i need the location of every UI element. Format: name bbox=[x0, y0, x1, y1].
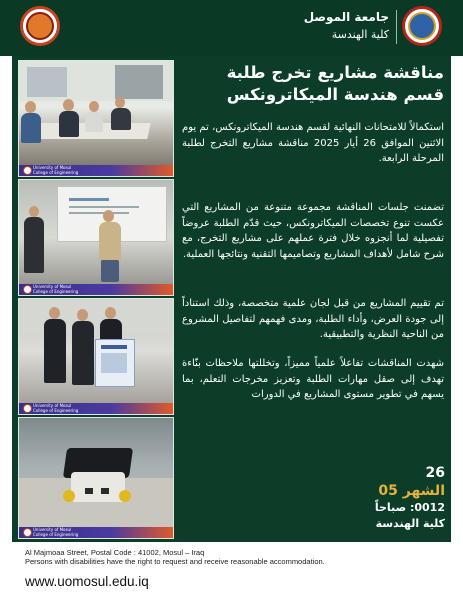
caption-text: University of Mosul College of Engineering bbox=[33, 527, 79, 537]
college-logo-icon bbox=[20, 6, 60, 46]
photo-caption-band bbox=[19, 527, 173, 538]
university-logo-icon bbox=[402, 6, 442, 46]
article-paragraph: شهدت المناقشات تفاعلاً علمياً مميزاً، وتخللتها ملاحظات بنّاءة تهدف إلى صقل مهارات الطلبة وتعزيز مخرجات التعلم، بما يسهم في تطوير مستوى المشاريع في الدورات bbox=[182, 358, 444, 400]
caption-logo-icon bbox=[23, 285, 32, 294]
event-day: 26 bbox=[425, 465, 445, 481]
photo-students-poster bbox=[18, 298, 174, 415]
event-place: كلية الهندسة bbox=[375, 517, 445, 530]
footer-address: Al Majmoaa Street, Postal Code : 41002, Mosul – Iraq bbox=[25, 548, 205, 557]
photo-caption-band bbox=[19, 403, 173, 414]
main-panel bbox=[12, 56, 451, 542]
event-month: الشهر 05 bbox=[378, 483, 445, 499]
article-paragraph: تضمنت جلسات المناقشة مجموعة متنوعة من المشاريع التي عكست تنوع تخصصات الميكاترونكس، حيث قدّم الطلبة عروضاً تفصيلية لما أنجزوه خلال فترة عملهم على مشاريع التخرج، مع شرح شامل لأهداف المشاريع وتصاميمها التقنية ونتائجها العملية. bbox=[182, 202, 444, 260]
article-paragraph: استكمالاً للامتحانات النهائية لقسم هندسة الميكاترونكس، تم يوم الاثنين الموافق 26 أيار 2025 مناقشة مشاريع التخرج لطلبة المرحلة الرابعة. bbox=[182, 122, 445, 164]
caption-logo-icon bbox=[23, 404, 32, 413]
photo-robot-project bbox=[18, 417, 174, 539]
university-name: جامعة الموصل bbox=[303, 10, 389, 24]
article-title: مناقشة مشاريع تخرج طلبة قسم هندسة الميكاترونكس bbox=[226, 63, 444, 104]
caption-logo-icon bbox=[23, 528, 32, 537]
photo-presentation bbox=[18, 179, 174, 296]
caption-logo-icon bbox=[23, 166, 32, 175]
event-time: 0012: صباحاً bbox=[374, 501, 445, 514]
footer-website-link[interactable]: www.uomosul.edu.iq bbox=[25, 574, 149, 589]
header-divider bbox=[396, 10, 397, 44]
event-date-block bbox=[375, 464, 445, 532]
photo-caption-band bbox=[19, 165, 173, 176]
caption-text: University of Mosul College of Engineering bbox=[33, 403, 79, 413]
caption-text: University of Mosul College of Engineering bbox=[33, 165, 79, 175]
photo-caption-band bbox=[19, 284, 173, 295]
photo-lab-table bbox=[18, 60, 174, 177]
header-bar bbox=[0, 0, 463, 56]
footer-accessibility-note: Persons with disabilities have the right to request and receive reasonable accommodation. bbox=[25, 557, 325, 566]
college-name: كلية الهندسة bbox=[331, 28, 389, 41]
article-paragraph: تم تقييم المشاريع من قبل لجان علمية متخصصة، وذلك استناداً إلى جودة العرض، وأداء الطلبة، ومدى فهمهم لتفاصيل المشروع من الناحية النظرية والتطبيقية. bbox=[182, 298, 444, 340]
caption-text: University of Mosul College of Engineering bbox=[33, 284, 79, 294]
